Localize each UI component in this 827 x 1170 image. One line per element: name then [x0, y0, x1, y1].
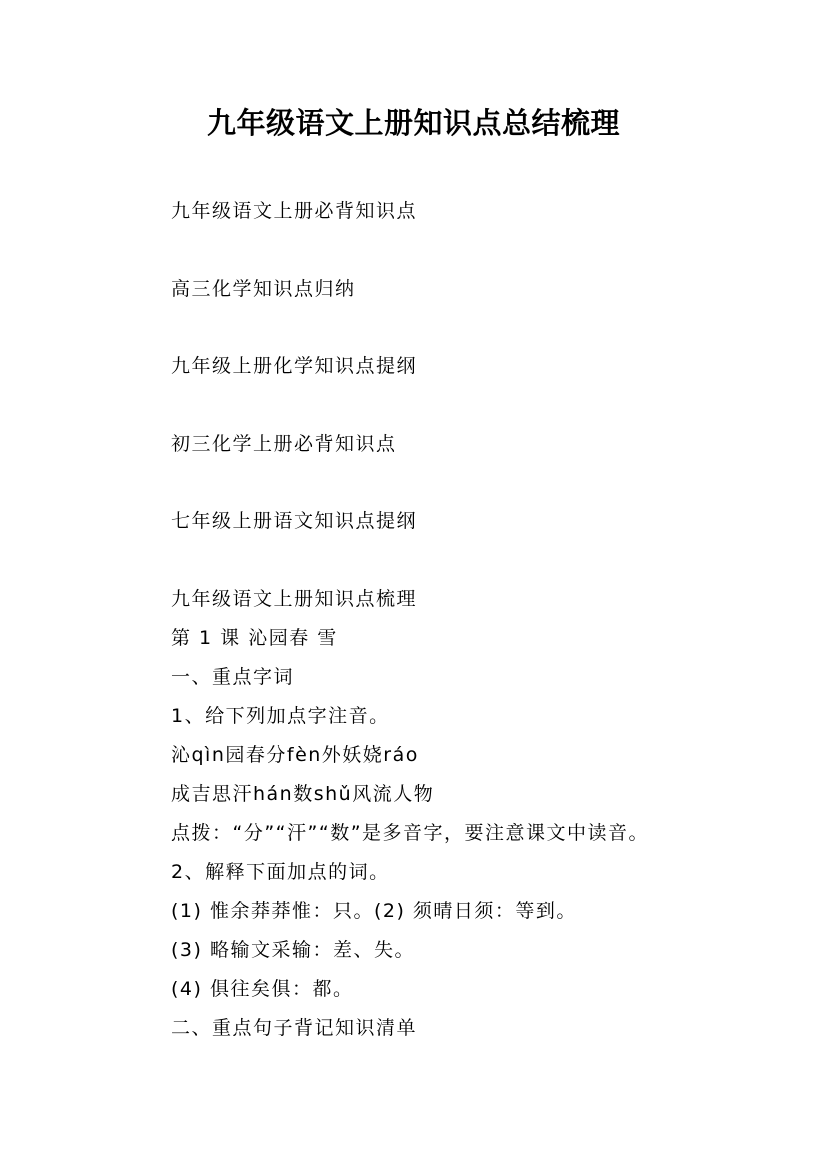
document-title: 九年级语文上册知识点总结梳理 [206, 106, 620, 140]
exercise-2-line-2: (3) 略输文采输：差、失。 [171, 939, 415, 961]
exercise-1-line-2: 成吉思汗hán数shǔ风流人物 [171, 783, 435, 805]
related-link-1[interactable]: 九年级语文上册必背知识点 [171, 200, 418, 222]
exercise-1-line-1: 沁qìn园春分fèn外妖娆ráo [171, 744, 419, 766]
section-heading: 九年级语文上册知识点梳理 [171, 588, 418, 610]
exercise-2-line-1: (1) 惟余莽莽惟：只。(2) 须晴日须：等到。 [171, 900, 577, 922]
subsection-heading-key-words: 一、重点字词 [171, 666, 295, 688]
related-link-3[interactable]: 九年级上册化学知识点提纲 [171, 355, 418, 377]
related-link-4[interactable]: 初三化学上册必背知识点 [171, 433, 397, 455]
lesson-title: 第 1 课 沁园春 雪 [171, 627, 338, 649]
exercise-1-tip: 点拨：“分”“汗”“数”是多音字，要注意课文中读音。 [171, 822, 650, 844]
exercise-1-prompt: 1、给下列加点字注音。 [171, 705, 390, 727]
related-link-2[interactable]: 高三化学知识点归纳 [171, 278, 356, 300]
related-link-5[interactable]: 七年级上册语文知识点提纲 [171, 510, 418, 532]
exercise-2-prompt: 2、解释下面加点的词。 [171, 861, 390, 883]
exercise-2-line-3: (4) 俱往矣俱：都。 [171, 978, 354, 1000]
subsection-heading-key-sentences: 二、重点句子背记知识清单 [171, 1017, 418, 1039]
